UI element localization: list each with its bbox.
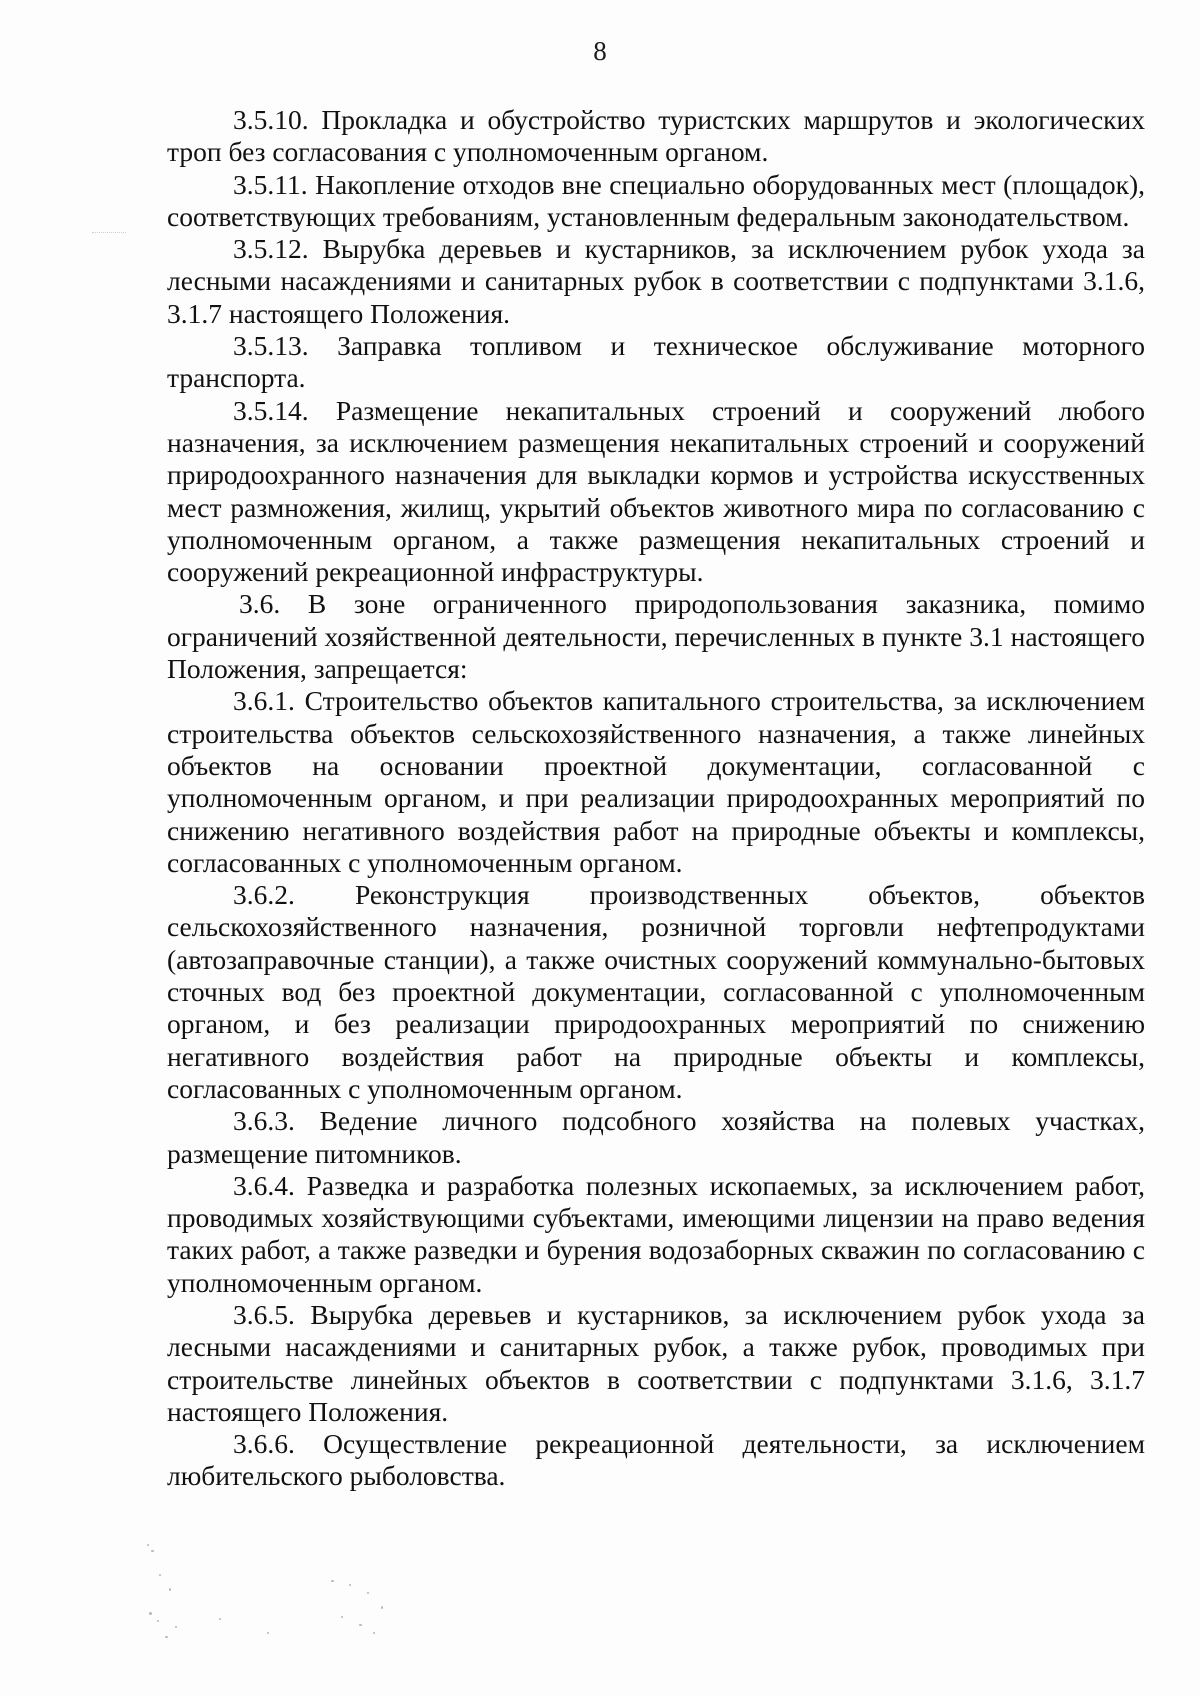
scan-speck: [175, 1626, 177, 1628]
scan-speck: [159, 1574, 161, 1576]
paragraph-3-5-10: 3.5.10. Прокладка и обустройство туристских маршрутов и экологических троп без согласования с уполномоченным органом.: [167, 104, 1145, 168]
scan-speck: [341, 1616, 343, 1618]
scan-speck: [267, 1632, 269, 1634]
paragraph-3-6-3: 3.6.3. Ведение личного подсобного хозяйства на полевых участках, размещение питомников.: [167, 1105, 1145, 1169]
page-number: 8: [593, 36, 607, 66]
paragraph-3-6-4: 3.6.4. Разведка и разработка полезных ископаемых, за исключением работ, проводимых хозяйствующими субъектами, имеющими лицензии на право ведения таких работ, а также разведки и бурения водозаборных скважин по согласованию с уполномоченным органом.: [167, 1169, 1145, 1298]
scan-speck: [381, 1606, 383, 1609]
scan-speck: [169, 1588, 171, 1591]
paragraph-3-5-14: 3.5.14. Размещение некапитальных строений и сооружений любого назначения, за исключением размещения некапитальных строений и сооружений природоохранного назначения для выкладки кормов и устройства искусственных мест размножения, жилищ, укрытий объектов животного мира по согласованию с уполномоченным органом, а также размещения некапитальных строений и сооружений рекреационной инфраструктуры.: [167, 394, 1145, 588]
paragraph-3-6: 3.6. В зоне ограниченного природопользования заказника, помимо ограничений хозяйственной деятельности, перечисленных в пункте 3.1 настоящего Положения, запрещается:: [167, 588, 1145, 685]
scan-speck: [367, 1592, 369, 1594]
scan-speck: [147, 1544, 149, 1546]
scan-speck: [151, 1550, 154, 1552]
scan-speck: [349, 1584, 351, 1586]
document-body: [167, 104, 1145, 1493]
scan-noise: [145, 1540, 405, 1650]
paragraph-3-5-12: 3.5.12. Вырубка деревьев и кустарников, за исключением рубок ухода за лесными насаждениями и санитарных рубок в соответствии с подпунктами 3.1.6, 3.1.7 настоящего Положения.: [167, 233, 1145, 329]
scan-speck: [149, 1612, 152, 1615]
paragraph-3-5-13: 3.5.13. Заправка топливом и техническое обслуживание моторного транспорта.: [167, 330, 1145, 394]
scan-speck: [219, 1618, 221, 1620]
scan-speck: [157, 1620, 159, 1622]
scan-margin-mark: [92, 232, 126, 234]
paragraph-3-6-1: 3.6.1. Строительство объектов капитального строительства, за исключением строительства объектов сельскохозяйственного назначения, а также линейных объектов на основании проектной документации, согласованной с уполномоченным органом, и при реализации природоохранных мероприятий по снижению негативного воздействия работ на природные объекты и комплексы, согласованных с уполномоченным органом.: [167, 685, 1145, 878]
scan-speck: [331, 1580, 334, 1582]
paragraph-3-6-6: 3.6.6. Осуществление рекреационной деятельности, за исключением любительского рыболовства.: [167, 1428, 1145, 1492]
paragraph-3-6-5: 3.6.5. Вырубка деревьев и кустарников, за исключением рубок ухода за лесными насаждениями и санитарных рубок, а также рубок, проводимых при строительстве линейных объектов в соответствии с подпунктами 3.1.6, 3.1.7 настоящего Положения.: [167, 1298, 1145, 1427]
paragraph-3-5-11: 3.5.11. Накопление отходов вне специально оборудованных мест (площадок), соответствующих требованиям, установленным федеральным законодательством.: [167, 168, 1145, 232]
scan-speck: [165, 1636, 168, 1638]
scan-speck: [373, 1632, 375, 1634]
scan-speck: [359, 1624, 362, 1626]
paragraph-3-6-2: 3.6.2. Реконструкция производственных объектов, объектов сельскохозяйственного назначения, розничной торговли нефтепродуктами (автозаправочные станции), а также очистных сооружений коммунально-бытовых сточных вод без проектной документации, согласованной с уполномоченным органом, и без реализации природоохранных мероприятий по снижению негативного воздействия работ на природные объекты и комплексы, согласованных с уполномоченным органом.: [167, 879, 1145, 1104]
